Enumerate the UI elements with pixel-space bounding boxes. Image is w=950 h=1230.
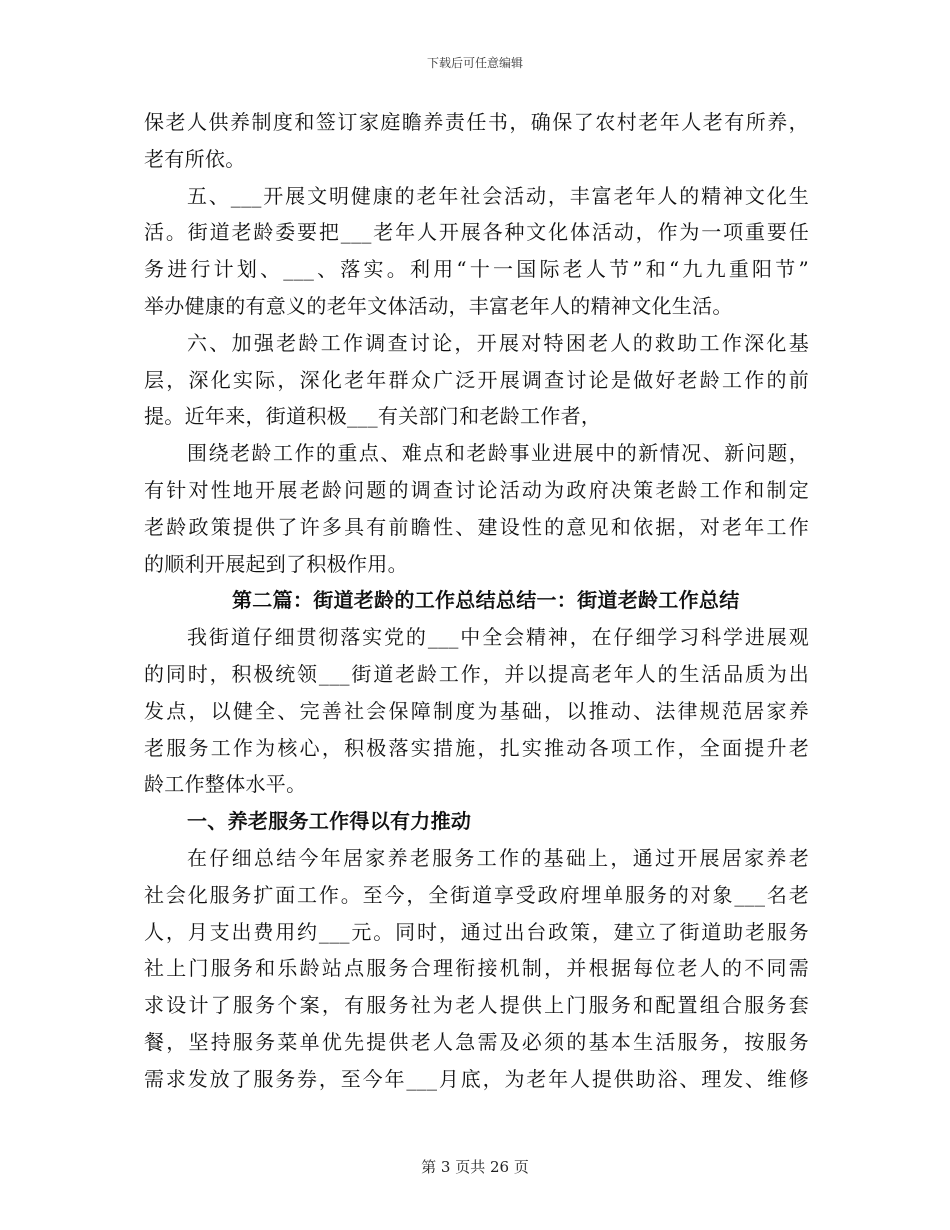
body-line: 餐，坚持服务菜单优先提供老人急需及必须的基本生活服务，按服务 bbox=[144, 1029, 809, 1054]
body-line: 社上门服务和乐龄站点服务合理衔接机制，并根据每位老人的不同需 bbox=[144, 956, 809, 981]
body-line: 龄工作整体水平。 bbox=[144, 772, 307, 797]
body-line: 社会化服务扩面工作。至今，全街道享受政府埋单服务的对象___名老 bbox=[144, 882, 809, 907]
body-line: 老龄政策提供了许多具有前瞻性、建设性的意见和依据，对老年工作 bbox=[144, 514, 809, 539]
body-line: 保老人供养制度和签订家庭瞻养责任书，确保了农村老年人老有所养， bbox=[144, 110, 809, 134]
body-line: 举办健康的有意义的老年文体活动，丰富老年人的精神文化生活。 bbox=[144, 293, 733, 318]
body-line: 有针对性地开展老龄问题的调查讨论活动为政府决策老龄工作和制定 bbox=[144, 477, 809, 502]
document-body bbox=[144, 104, 809, 1098]
body-line: 人，月支出费用约___元。同时，通过出台政策，建立了街道助老服务 bbox=[144, 919, 809, 944]
body-line: 老有所依。 bbox=[144, 146, 246, 171]
body-line: 的同时，积极统领___街道老龄工作，并以提高老年人的生活品质为出 bbox=[144, 661, 809, 686]
body-line: 务进行计划、___、落实。利用“十一国际老人节”和“九九重阳节” bbox=[144, 257, 809, 282]
section-heading: 第二篇：街道老龄的工作总结总结一：街道老龄工作总结 bbox=[232, 588, 740, 613]
paragraph-first-line: 六、加强老龄工作调查讨论，开展对特困老人的救助工作深化基 bbox=[187, 330, 809, 355]
paragraph-first-line: 在仔细总结今年居家养老服务工作的基础上，通过开展居家养老 bbox=[187, 845, 809, 870]
body-line: 需求发放了服务券，至今年___月底，为老年人提供助浴、理发、维修 bbox=[144, 1066, 809, 1091]
body-line: 求设计了服务个案，有服务社为老人提供上门服务和配置组合服务套 bbox=[144, 993, 809, 1018]
paragraph-first-line: 五、___开展文明健康的老年社会活动，丰富老年人的精神文化生 bbox=[187, 183, 809, 208]
body-line: 层，深化实际，深化老年群众广泛开展调查讨论是做好老龄工作的前 bbox=[144, 367, 809, 392]
body-line: 的顺利开展起到了积极作用。 bbox=[144, 551, 408, 576]
body-line: 提。近年来，街道积极___有关部门和老龄工作者， bbox=[144, 404, 602, 429]
body-line: 活。街道老龄委要把___老年人开展各种文化体活动，作为一项重要任 bbox=[144, 220, 809, 245]
body-line: 老服务工作为核心，积极落实措施，扎实推动各项工作，全面提升老 bbox=[144, 735, 809, 760]
page-header: 下载后可任意编辑 bbox=[426, 56, 523, 70]
body-line: 发点，以健全、完善社会保障制度为基础，以推动、法律规范居家养 bbox=[144, 698, 809, 723]
page-footer: 第 3 页共 26 页 bbox=[421, 1158, 529, 1176]
paragraph-first-line: 我街道仔细贯彻落实党的___中全会精神，在仔细学习科学进展观 bbox=[187, 625, 809, 650]
subsection-heading: 一、养老服务工作得以有力推动 bbox=[187, 809, 472, 834]
paragraph-first-line: 围绕老龄工作的重点、难点和老龄事业进展中的新情况、新问题， bbox=[187, 441, 809, 466]
